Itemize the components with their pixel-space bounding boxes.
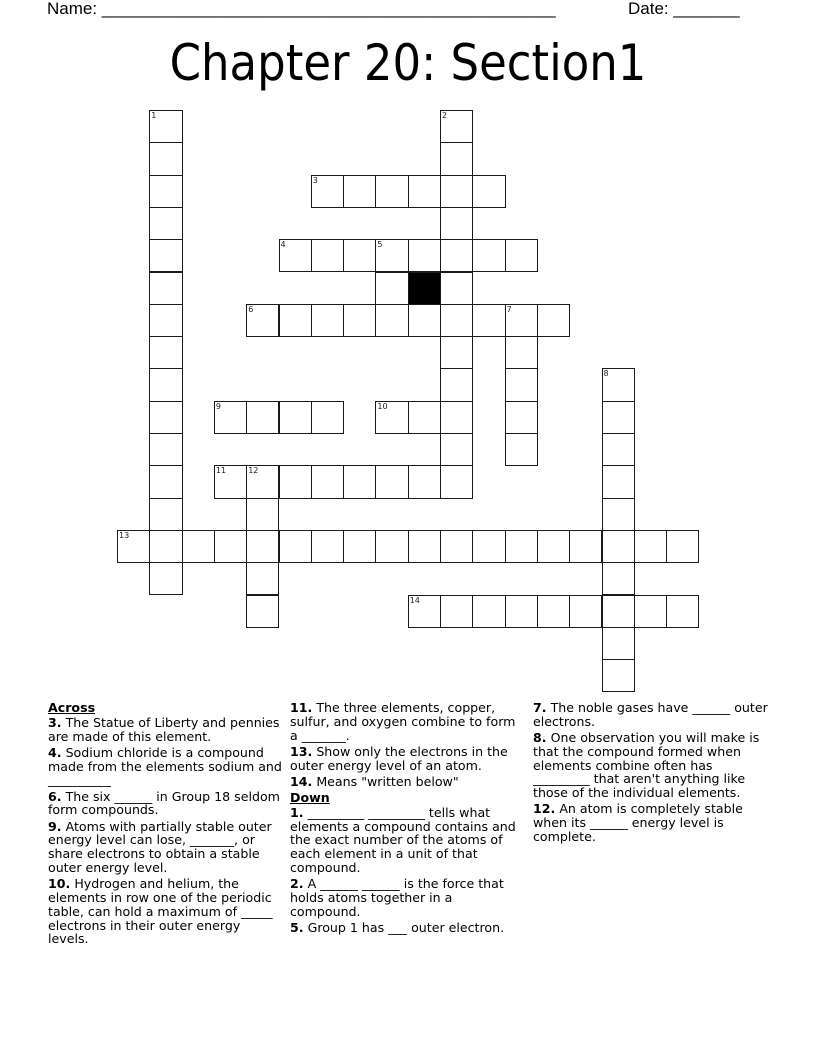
clue-down-2: 2. A ______ ______ is the force that holds atoms together in a compound. [290, 876, 504, 919]
grid-cell[interactable] [279, 530, 312, 563]
clue-number: 12 [248, 466, 259, 476]
grid-cell[interactable] [440, 207, 473, 240]
grid-cell[interactable] [440, 336, 473, 369]
clue-across-3: 3. The Statue of Liberty and pennies are made of this element. [48, 714, 280, 744]
grid-cell[interactable] [472, 530, 505, 563]
grid-cell[interactable] [440, 530, 473, 563]
grid-cell[interactable] [214, 530, 247, 563]
clue-down-1: 1. _________ _________ tells what elements a compound contains and the exact number of the atoms of each element in a unit of that compound. [290, 804, 516, 875]
grid-cell[interactable] [505, 401, 538, 434]
grid-cell[interactable] [246, 595, 279, 628]
grid-cell[interactable] [343, 530, 376, 563]
grid-cell[interactable] [408, 595, 441, 628]
down-heading: Down [290, 789, 330, 805]
grid-cell[interactable] [246, 530, 279, 563]
grid-cell[interactable] [311, 401, 344, 434]
grid-cell[interactable] [408, 465, 441, 498]
clue-number: 3 [312, 175, 318, 185]
grid-cell[interactable] [149, 239, 182, 272]
grid-cell[interactable] [246, 401, 279, 434]
clue-number: 2 [442, 111, 448, 120]
grid-cell[interactable] [505, 368, 538, 401]
clue-number: 1 [151, 111, 157, 120]
grid-cell[interactable] [149, 401, 182, 434]
grid-cell[interactable] [602, 433, 635, 466]
grid-cell[interactable] [440, 142, 473, 175]
grid-cell[interactable] [375, 175, 408, 208]
grid-cell[interactable] [117, 530, 150, 563]
grid-cell[interactable] [472, 304, 505, 337]
grid-cell[interactable] [440, 433, 473, 466]
grid-cell[interactable] [569, 530, 602, 563]
grid-cell[interactable] [279, 239, 312, 272]
grid-cell[interactable] [149, 336, 182, 369]
grid-cell[interactable] [666, 595, 699, 628]
grid-cell[interactable] [149, 530, 182, 563]
grid-cell[interactable] [537, 595, 570, 628]
clue-down-12: 12. An atom is completely stable when its ______ energy level is complete. [533, 801, 743, 844]
grid-cell[interactable] [569, 595, 602, 628]
clue-down-8: 8. One observation you will make is that the compound formed when elements combine often has _________ that aren't anything like those of the individual elements. [533, 729, 760, 801]
clue-number: 13 [119, 530, 130, 540]
grid-cell[interactable] [246, 498, 279, 531]
grid-cell[interactable] [440, 239, 473, 272]
grid-cell[interactable] [602, 659, 635, 692]
clue-number: 8 [603, 369, 609, 379]
clue-across-10: 10. Hydrogen and helium, the elements in row one of the periodic table, can hold a maximum of _____ electrons in their outer energy levels. [48, 876, 273, 947]
grid-cell[interactable] [149, 562, 182, 595]
grid-cell[interactable] [440, 595, 473, 628]
clue-across-13: 13. Show only the electrons in the outer energy level of an atom. [290, 743, 508, 773]
grid-cell[interactable] [343, 175, 376, 208]
page-title: Chapter 20: Section1 [169, 34, 647, 92]
clue-across-14: 14. Means "written below" [290, 773, 459, 789]
grid-cell[interactable] [408, 239, 441, 272]
grid-cell[interactable] [440, 368, 473, 401]
grid-cell[interactable] [375, 272, 408, 305]
clue-number: 6 [248, 304, 254, 314]
grid-cell[interactable] [149, 498, 182, 531]
grid-cell[interactable] [149, 368, 182, 401]
grid-cell[interactable] [311, 175, 344, 208]
clue-number: 11 [215, 466, 227, 476]
clue-number: 10 [377, 401, 388, 411]
grid-cell[interactable] [602, 368, 635, 401]
grid-cell[interactable] [246, 562, 279, 595]
grid-cell[interactable] [537, 530, 570, 563]
name-field-label: Name: ________________________________________________ [47, 0, 556, 18]
grid-cell[interactable] [602, 498, 635, 531]
clues-column-1 [48, 701, 284, 949]
grid-cell[interactable] [149, 272, 182, 305]
clue-number: 7 [506, 304, 512, 314]
grid-cell[interactable] [440, 175, 473, 208]
grid-cell[interactable] [343, 304, 376, 337]
clue-number: 4 [280, 240, 286, 250]
clues-column-2 [290, 701, 526, 937]
grid-cell[interactable] [602, 401, 635, 434]
grid-cell[interactable] [311, 239, 344, 272]
grid-cell[interactable] [214, 465, 247, 498]
grid-cell[interactable] [149, 207, 182, 240]
grid-cell[interactable] [408, 530, 441, 563]
grid-cell[interactable] [505, 336, 538, 369]
clues-column-3 [533, 701, 769, 846]
clue-across-9: 9. Atoms with partially stable outer energy level can lose, _______, or share electrons to obtain a stable outer energy level. [48, 818, 272, 875]
grid-cell[interactable] [440, 272, 473, 305]
grid-cell[interactable] [311, 530, 344, 563]
grid-cell[interactable] [149, 110, 182, 143]
grid-cell[interactable] [440, 304, 473, 337]
grid-cell[interactable] [375, 401, 408, 434]
grid-cell[interactable] [246, 304, 279, 337]
grid-cell[interactable] [408, 304, 441, 337]
grid-cell[interactable] [375, 530, 408, 563]
grid-cell[interactable] [279, 401, 312, 434]
grid-cell[interactable] [505, 239, 538, 272]
grid-cell[interactable] [505, 433, 538, 466]
grid-cell[interactable] [634, 530, 667, 563]
grid-cell[interactable] [634, 595, 667, 628]
across-heading: Across [48, 700, 96, 715]
grid-cell[interactable] [505, 304, 538, 337]
grid-cell[interactable] [602, 562, 635, 595]
grid-cell[interactable] [472, 239, 505, 272]
grid-cell[interactable] [375, 465, 408, 498]
clue-number: 5 [377, 240, 383, 250]
grid-cell[interactable] [343, 465, 376, 498]
black-cell [408, 272, 441, 305]
grid-cell[interactable] [149, 304, 182, 337]
grid-cell[interactable] [505, 530, 538, 563]
grid-cell[interactable] [602, 530, 635, 563]
grid-cell[interactable] [214, 401, 247, 434]
clue-across-6: 6. The six ______ in Group 18 seldom form compounds. [48, 788, 280, 818]
grid-cell[interactable] [246, 465, 279, 498]
grid-cell[interactable] [149, 142, 182, 175]
grid-cell[interactable] [182, 530, 215, 563]
grid-cell[interactable] [311, 465, 344, 498]
grid-cell[interactable] [537, 304, 570, 337]
grid-cell[interactable] [440, 110, 473, 143]
grid-cell[interactable] [408, 401, 441, 434]
grid-cell[interactable] [375, 304, 408, 337]
clue-down-7: 7. The noble gases have ______ outer electrons. [533, 700, 768, 729]
clue-down-5: 5. Group 1 has ___ outer electron. [290, 919, 505, 935]
clue-number: 9 [215, 401, 221, 411]
grid-cell[interactable] [408, 175, 441, 208]
grid-cell[interactable] [279, 304, 312, 337]
grid-cell[interactable] [311, 304, 344, 337]
grid-cell[interactable] [472, 175, 505, 208]
date-field-label: Date: _______ [628, 0, 740, 18]
clue-number: 14 [409, 595, 420, 605]
grid-cell[interactable] [440, 465, 473, 498]
grid-cell[interactable] [602, 627, 635, 660]
grid-cell[interactable] [602, 465, 635, 498]
grid-cell[interactable] [279, 465, 312, 498]
grid-cell[interactable] [602, 595, 635, 628]
grid-cell[interactable] [472, 595, 505, 628]
grid-cell[interactable] [666, 530, 699, 563]
clue-across-11: 11. The three elements, copper, sulfur, and oxygen combine to form a _______. [290, 700, 516, 743]
grid-cell[interactable] [149, 433, 182, 466]
grid-cell[interactable] [343, 239, 376, 272]
grid-cell[interactable] [149, 175, 182, 208]
grid-cell[interactable] [149, 465, 182, 498]
clue-across-4: 4. Sodium chloride is a compound made from the elements sodium and __________ [48, 744, 282, 788]
grid-cell[interactable] [505, 595, 538, 628]
grid-cell[interactable] [375, 239, 408, 272]
grid-cell[interactable] [440, 401, 473, 434]
